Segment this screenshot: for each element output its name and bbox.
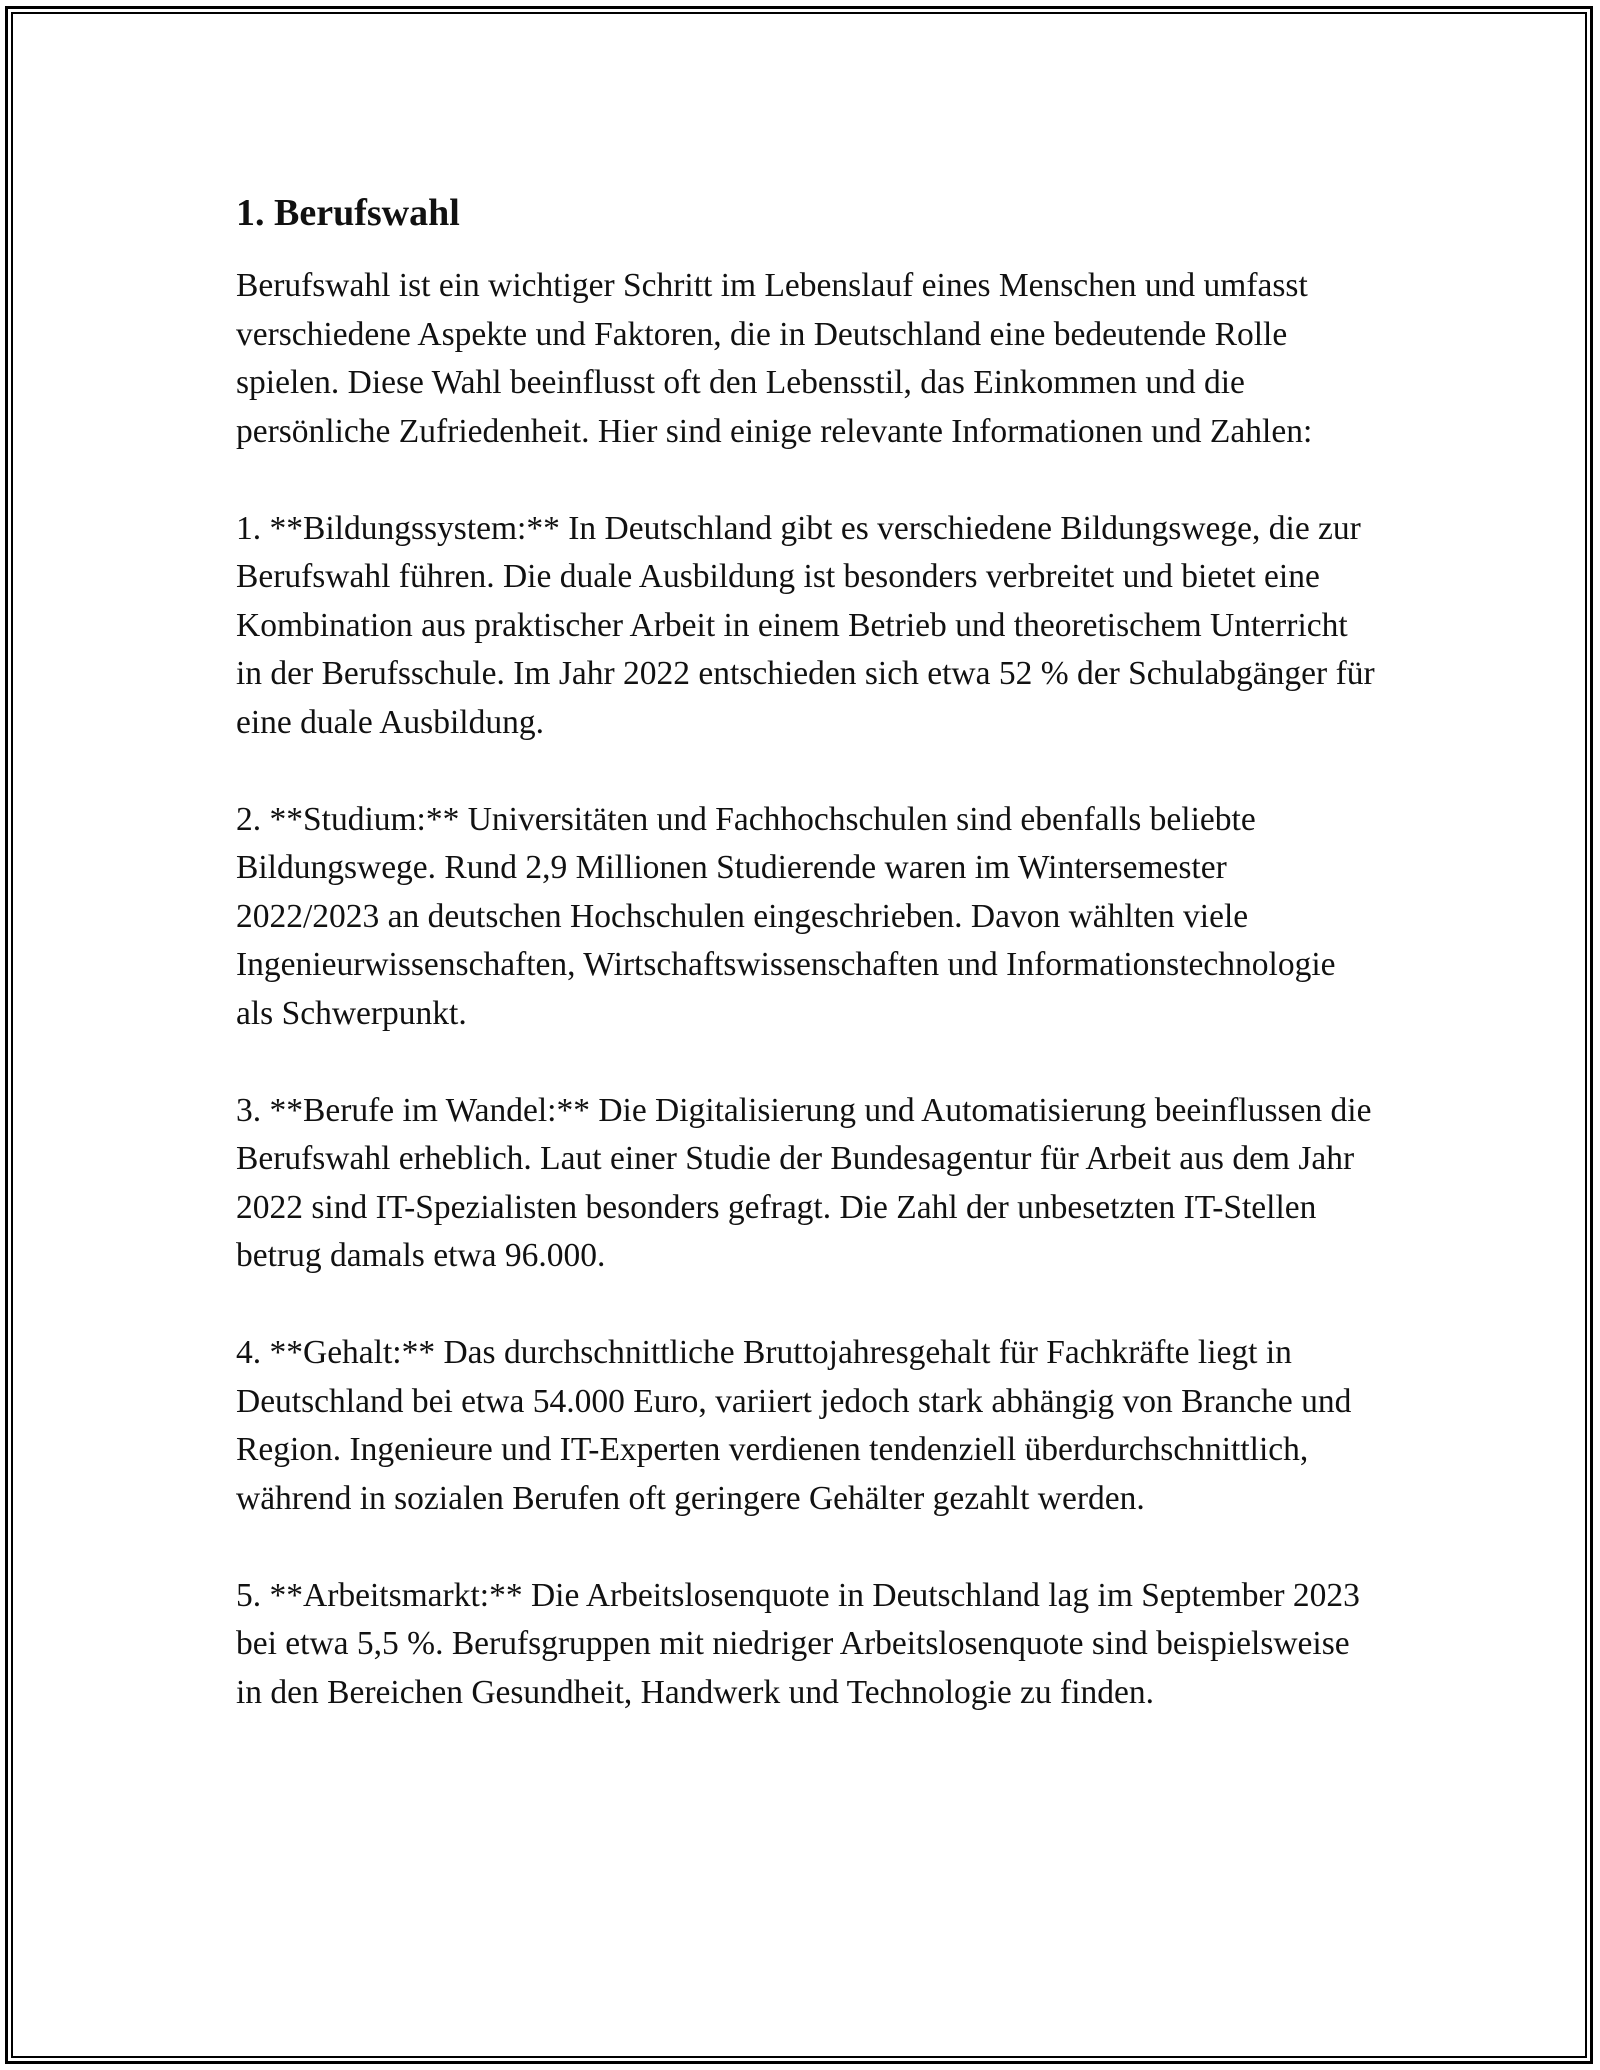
section-heading: 1. Berufswahl — [236, 192, 460, 234]
intro-paragraph: Berufswahl ist ein wichtiger Schritt im Lebenslauf eines Menschen und umfasst verschiedene Aspekte und Faktoren, die in Deutschland eine bedeutende Rolle spielen. Diese Wahl beeinflusst oft den Lebensstil, das Einkommen und die persönliche Zufriedenheit. Hier sind einige relevante Informationen und Zahlen: — [236, 267, 1313, 450]
document-body — [236, 188, 1376, 1717]
item-gehalt: 4. **Gehalt:** Das durchschnittliche Bruttojahresgehalt für Fachkräfte liegt in Deutschland bei etwa 54.000 Euro, variiert jedoch stark abhängig von Branche und Region. Ingenieure und IT-Experten verdienen tendenziell überdurchschnittlich, während in sozialen Berufen oft geringere Gehälter gezahlt werden. — [236, 1334, 1352, 1517]
item-bildungssystem: 1. **Bildungssystem:** In Deutschland gibt es verschiedene Bildungswege, die zur Berufswahl führen. Die duale Ausbildung ist besonders verbreitet und bietet eine Kombination aus praktischer Arbeit in einem Betrieb und theoretischem Unterricht in der Berufsschule. Im Jahr 2022 entschieden sich etwa 52 % der Schulabgänger für eine duale Ausbildung. — [236, 509, 1375, 741]
item-berufe-im-wandel: 3. **Berufe im Wandel:** Die Digitalisierung und Automatisierung beeinflussen die Berufswahl erheblich. Laut einer Studie der Bundesagentur für Arbeit aus dem Jahr 2022 sind IT-Spezialisten besonders gefragt. Die Zahl der unbesetzten IT-Stellen betrug damals etwa 96.000. — [236, 1091, 1372, 1274]
item-arbeitsmarkt: 5. **Arbeitsmarkt:** Die Arbeitslosenquote in Deutschland lag im September 2023 bei etwa 5,5 %. Berufsgruppen mit niedriger Arbeitslosenquote sind beispielsweise in den Bereichen Gesundheit, Handwerk und Technologie zu finden. — [236, 1576, 1360, 1711]
item-studium: 2. **Studium:** Universitäten und Fachhochschulen sind ebenfalls beliebte Bildungswege. Rund 2,9 Millionen Studierende waren im Wintersemester 2022/2023 an deutschen Hochschulen eingeschrieben. Davon wählten viele Ingenieurwissenschaften, Wirtschaftswissenschaften und Informationstechnologie als Schwerpunkt. — [236, 800, 1336, 1032]
